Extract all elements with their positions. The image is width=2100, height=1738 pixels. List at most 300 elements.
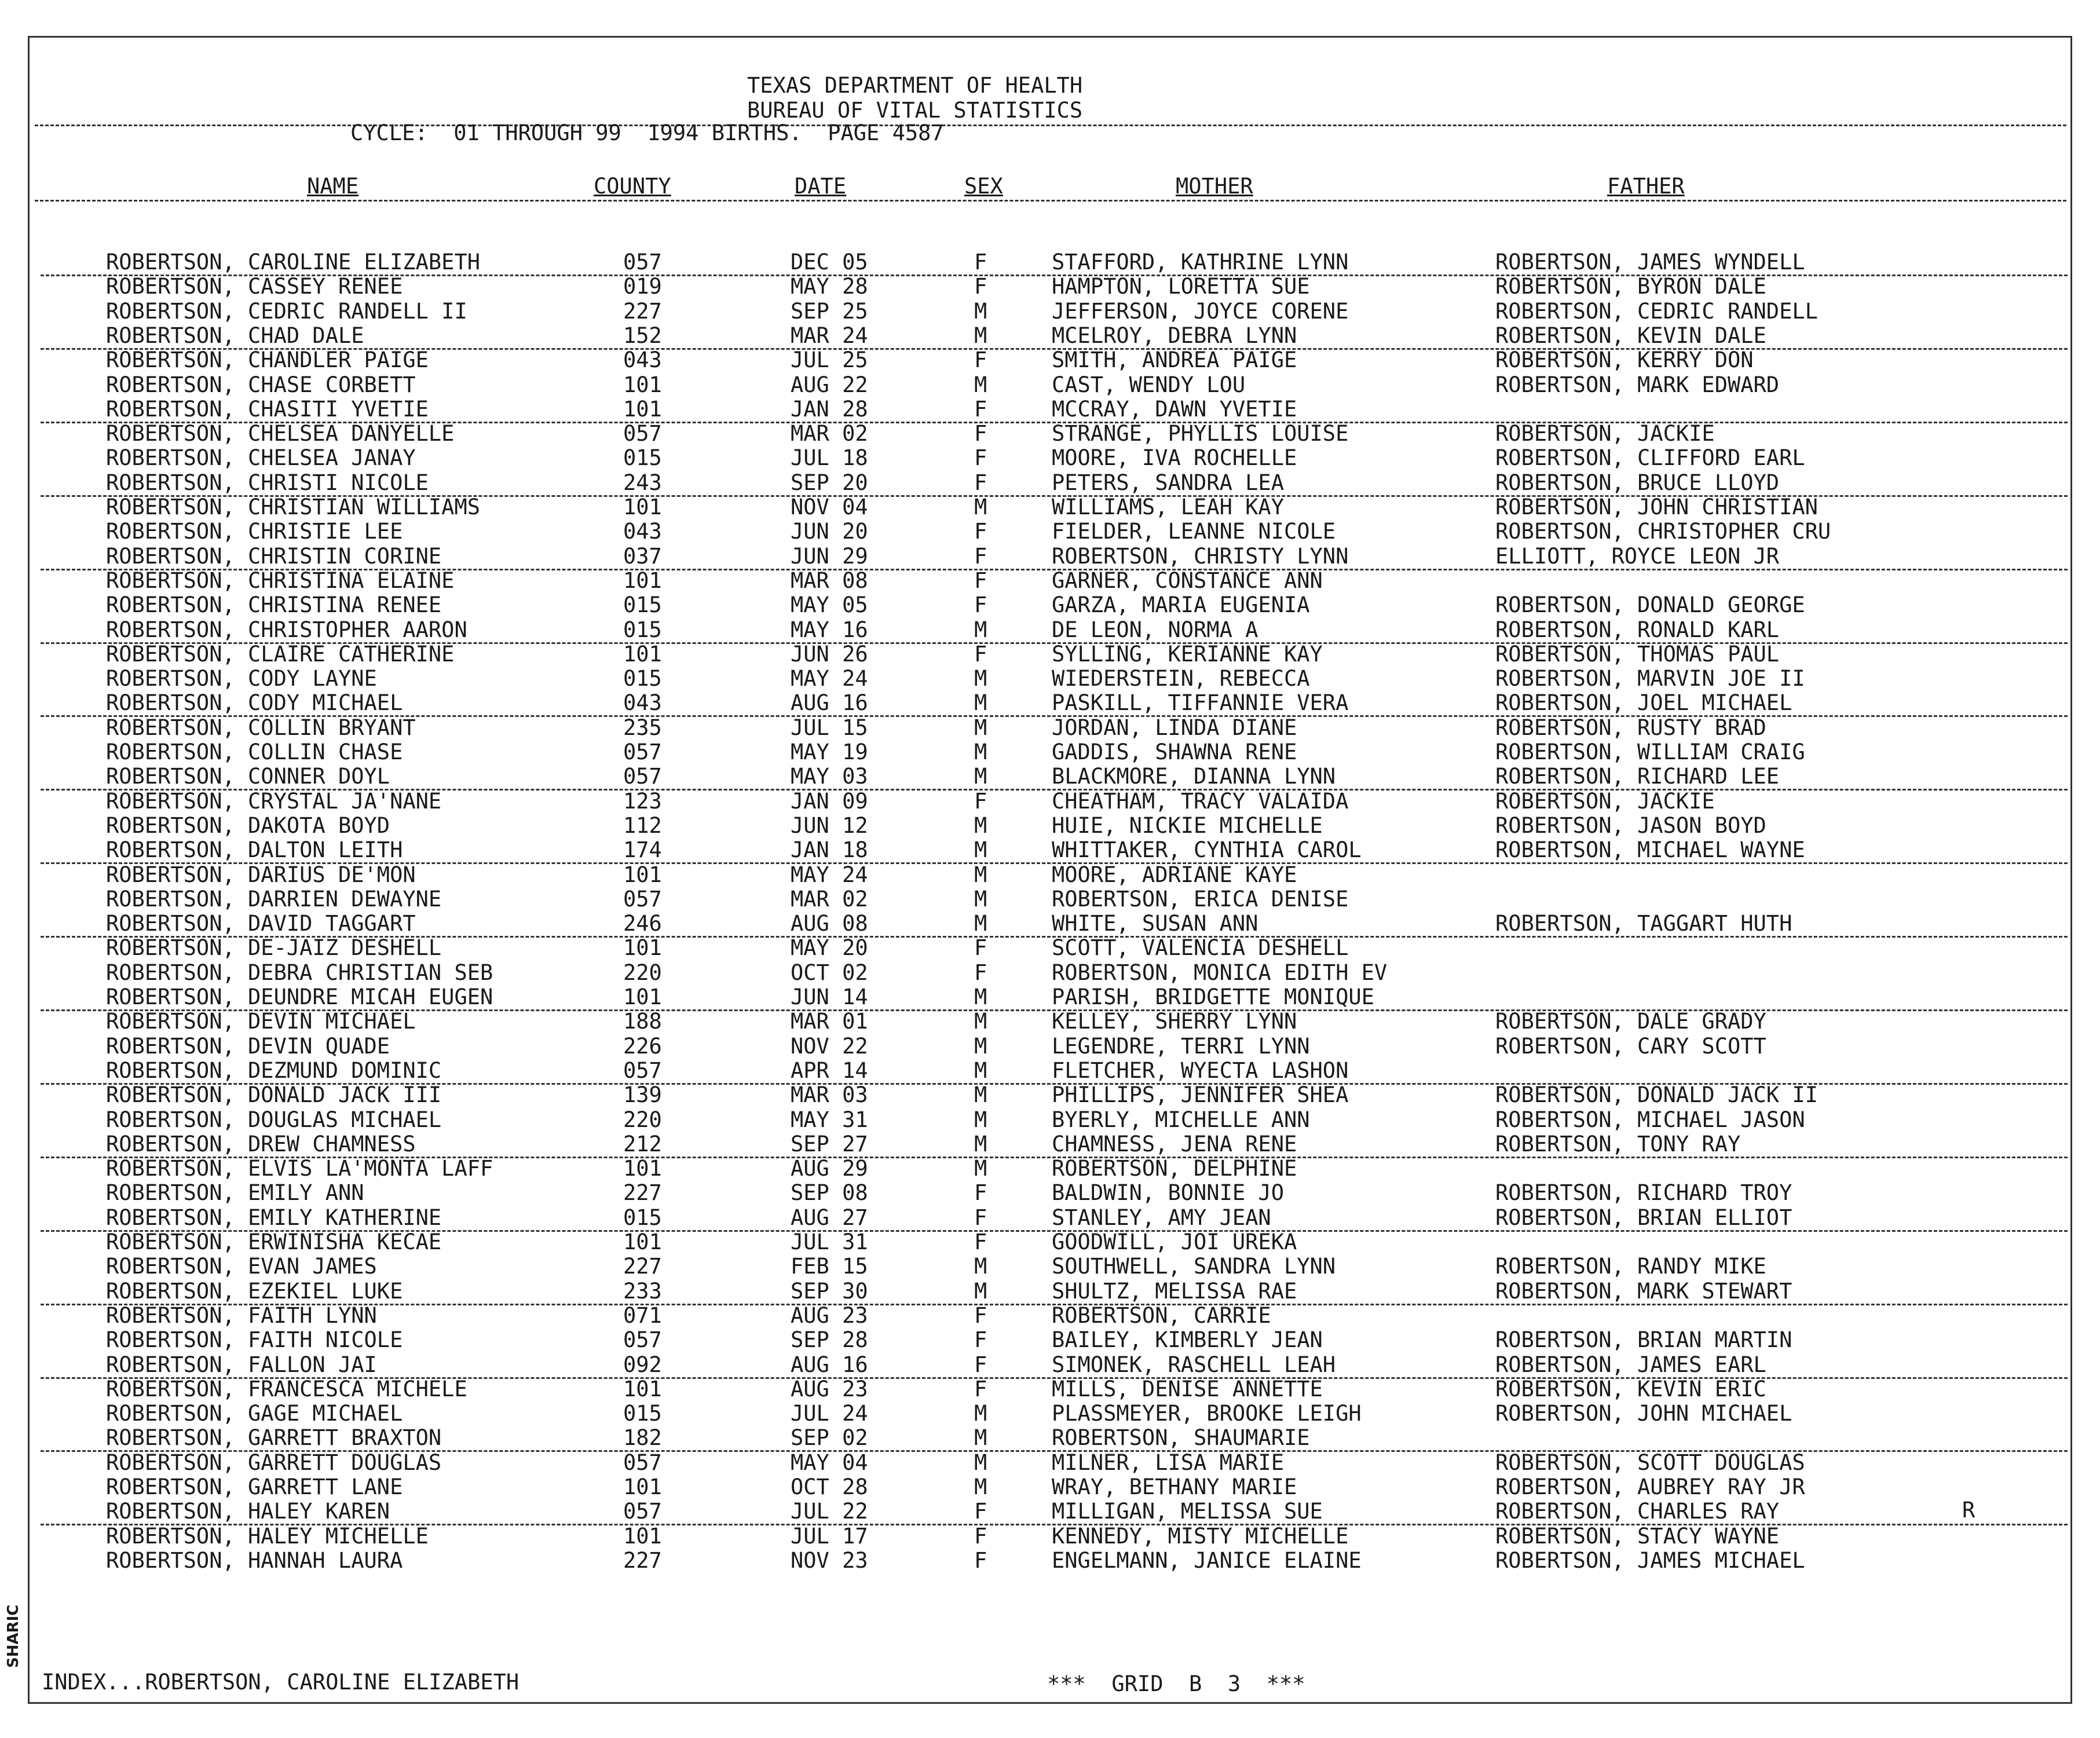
cell-county: 057 xyxy=(623,1499,662,1524)
cell-mother: BAILEY, KIMBERLY JEAN xyxy=(1052,1327,1323,1353)
table-row xyxy=(0,275,2100,299)
cell-county: 246 xyxy=(623,911,662,936)
header-bureau: BUREAU OF VITAL STATISTICS xyxy=(747,98,1083,123)
cell-mother: MOORE, IVA ROCHELLE xyxy=(1052,445,1297,471)
cell-mother: BALDWIN, BONNIE JO xyxy=(1052,1180,1284,1206)
cell-mother: MOORE, ADRIANE KAYE xyxy=(1052,862,1297,887)
cell-sex: M xyxy=(974,837,987,863)
cell-sex: M xyxy=(974,1156,987,1181)
cell-mother: ROBERTSON, CARRIE xyxy=(1052,1302,1271,1328)
cell-county: 188 xyxy=(623,1009,662,1034)
cell-date: SEP 28 xyxy=(791,1327,868,1353)
cell-mother: PETERS, SANDRA LEA xyxy=(1052,470,1284,495)
cell-mother: WHITE, SUSAN ANN xyxy=(1052,911,1258,936)
cell-father: ROBERTSON, THOMAS PAUL xyxy=(1495,641,1780,667)
cell-sex: M xyxy=(974,666,987,691)
cell-sex: M xyxy=(974,1278,987,1304)
cell-father: ROBERTSON, DONALD JACK II xyxy=(1495,1082,1818,1108)
cell-sex: F xyxy=(974,935,987,961)
table-row xyxy=(41,397,2068,423)
cell-sex: M xyxy=(974,740,987,764)
cell-sex: M xyxy=(974,495,987,519)
cell-father: ROBERTSON, RUSTY BRAD xyxy=(1495,715,1766,740)
cell-name: ROBERTSON, HALEY MICHELLE xyxy=(106,1523,429,1549)
table-row xyxy=(0,1524,2100,1549)
cell-sex: F xyxy=(974,1499,987,1524)
table-row xyxy=(0,667,2100,691)
cell-father: ROBERTSON, KEVIN DALE xyxy=(1495,323,1766,348)
cell-sex: M xyxy=(974,1131,987,1157)
cell-date: AUG 08 xyxy=(791,911,868,936)
cell-mother: MILLS, DENISE ANNETTE xyxy=(1052,1376,1323,1402)
table-row xyxy=(0,887,2100,912)
cell-name: ROBERTSON, GARRETT DOUGLAS xyxy=(106,1450,442,1475)
cell-name: ROBERTSON, CHRISTINA ELAINE xyxy=(106,568,455,593)
cell-name: ROBERTSON, CONNER DOYL xyxy=(106,764,390,789)
cell-sex: M xyxy=(974,1254,987,1279)
cell-sex: F xyxy=(974,1352,987,1377)
cell-father: ROBERTSON, MICHAEL WAYNE xyxy=(1495,837,1805,863)
cell-name: ROBERTSON, CHRISTIN CORINE xyxy=(106,543,442,569)
cell-father: ROBERTSON, BRIAN ELLIOT xyxy=(1495,1205,1792,1230)
cell-date: MAR 08 xyxy=(791,568,868,593)
cell-mother: MILNER, LISA MARIE xyxy=(1052,1450,1284,1475)
cell-mother: BLACKMORE, DIANNA LYNN xyxy=(1052,764,1336,789)
cell-name: ROBERTSON, COLLIN BRYANT xyxy=(106,715,416,740)
cell-county: 101 xyxy=(623,495,662,519)
table-row xyxy=(0,1181,2100,1205)
cell-father: ROBERTSON, CARY SCOTT xyxy=(1495,1033,1766,1059)
cell-father: ROBERTSON, JASON BOYD xyxy=(1495,813,1766,838)
cell-father: ROBERTSON, STACY WAYNE xyxy=(1495,1523,1780,1549)
cell-sex: M xyxy=(974,1425,987,1451)
cell-name: ROBERTSON, DEVIN QUADE xyxy=(106,1033,390,1059)
cell-name: ROBERTSON, CRYSTAL JA'NANE xyxy=(106,788,442,814)
cell-county: 112 xyxy=(623,813,662,838)
cell-county: 227 xyxy=(623,1547,662,1573)
cell-date: JAN 18 xyxy=(791,837,868,863)
cell-county: 092 xyxy=(623,1352,662,1377)
cell-county: 152 xyxy=(623,323,662,348)
cell-name: ROBERTSON, DALTON LEITH xyxy=(106,837,403,863)
cell-mother: ROBERTSON, ERICA DENISE xyxy=(1052,886,1349,912)
cell-date: JAN 28 xyxy=(791,396,868,422)
cell-date: NOV 23 xyxy=(791,1547,868,1573)
table-row xyxy=(0,789,2100,814)
col-header-county: COUNTY xyxy=(594,174,671,199)
cell-date: JUL 18 xyxy=(791,445,868,471)
cell-sex: F xyxy=(974,250,987,275)
cell-mother: SCOTT, VALENCIA DESHELL xyxy=(1052,935,1349,961)
cell-date: AUG 22 xyxy=(791,372,868,397)
cell-name: ROBERTSON, CHASITI YVETIE xyxy=(106,396,429,422)
cell-mother: PLASSMEYER, BROOKE LEIGH xyxy=(1052,1401,1362,1426)
cell-mother: MCCRAY, DAWN YVETIE xyxy=(1052,396,1297,422)
table-row xyxy=(41,985,2068,1011)
cell-father: ROBERTSON, JOHN CHRISTIAN xyxy=(1495,495,1818,519)
cell-mother: SHULTZ, MELISSA RAE xyxy=(1052,1278,1297,1304)
table-row xyxy=(41,838,2068,864)
cell-sex: M xyxy=(974,985,987,1009)
cell-county: 019 xyxy=(623,274,662,299)
cell-date: JUL 22 xyxy=(791,1499,868,1524)
cell-county: 220 xyxy=(623,960,662,985)
cell-date: NOV 04 xyxy=(791,495,868,519)
cell-father: ROBERTSON, WILLIAM CRAIG xyxy=(1495,740,1805,764)
cell-date: JUN 26 xyxy=(791,641,868,667)
cell-county: 101 xyxy=(623,1376,662,1402)
cell-father: ROBERTSON, MARK EDWARD xyxy=(1495,372,1780,397)
cell-name: ROBERTSON, GAGE MICHAEL xyxy=(106,1401,403,1426)
cell-name: ROBERTSON, DONALD JACK III xyxy=(106,1082,442,1108)
cell-father: ROBERTSON, JAMES MICHAEL xyxy=(1495,1547,1805,1573)
margin-mark: R xyxy=(1962,1498,1975,1523)
cell-county: 057 xyxy=(623,250,662,275)
cell-date: MAY 24 xyxy=(791,862,868,887)
cell-mother: CHAMNESS, JENA RENE xyxy=(1052,1131,1297,1157)
cell-sex: F xyxy=(974,519,987,544)
cell-sex: M xyxy=(974,1401,987,1426)
cell-county: 057 xyxy=(623,1058,662,1083)
cell-county: 101 xyxy=(623,1523,662,1549)
cell-name: ROBERTSON, CHRISTOPHER AARON xyxy=(106,617,467,642)
cell-sex: M xyxy=(974,372,987,397)
cell-mother: DE LEON, NORMA A xyxy=(1052,617,1258,642)
cell-date: JUL 31 xyxy=(791,1230,868,1254)
cell-date: AUG 16 xyxy=(791,1352,868,1377)
cell-mother: KELLEY, SHERRY LYNN xyxy=(1052,1009,1297,1034)
cell-county: 101 xyxy=(623,396,662,422)
cell-mother: ROBERTSON, MONICA EDITH EV xyxy=(1052,960,1388,985)
cell-name: ROBERTSON, CHAD DALE xyxy=(106,323,364,348)
cell-date: AUG 23 xyxy=(791,1302,868,1328)
cell-name: ROBERTSON, CHASE CORBETT xyxy=(106,372,416,397)
cell-mother: GARNER, CONSTANCE ANN xyxy=(1052,568,1323,593)
cell-name: ROBERTSON, ELVIS LA'MONTA LAFF xyxy=(106,1156,493,1181)
cell-sex: M xyxy=(974,1009,987,1034)
cell-date: MAY 24 xyxy=(791,666,868,691)
cell-county: 227 xyxy=(623,1180,662,1206)
cell-father: ROBERTSON, CLIFFORD EARL xyxy=(1495,445,1805,471)
cell-county: 235 xyxy=(623,715,662,740)
table-row xyxy=(0,373,2100,397)
cell-county: 101 xyxy=(623,1156,662,1181)
table-row xyxy=(0,863,2100,887)
cell-name: ROBERTSON, CAROLINE ELIZABETH xyxy=(106,250,481,275)
cell-name: ROBERTSON, DARIUS DE'MON xyxy=(106,862,416,887)
cell-mother: SOUTHWELL, SANDRA LYNN xyxy=(1052,1254,1336,1279)
cell-county: 043 xyxy=(623,690,662,716)
cell-sex: F xyxy=(974,1205,987,1230)
table-row xyxy=(0,446,2100,470)
table-row xyxy=(0,1157,2100,1181)
cell-sex: F xyxy=(974,1327,987,1353)
cell-county: 043 xyxy=(623,519,662,544)
cell-name: ROBERTSON, DE-JAIZ DESHELL xyxy=(106,935,442,961)
table-row xyxy=(0,1377,2100,1402)
cell-date: JUN 20 xyxy=(791,519,868,544)
table-row xyxy=(0,569,2100,593)
cell-county: 057 xyxy=(623,740,662,764)
cell-county: 182 xyxy=(623,1425,662,1451)
cell-county: 227 xyxy=(623,1254,662,1279)
footer-index: INDEX...ROBERTSON, CAROLINE ELIZABETH xyxy=(42,1670,519,1695)
cell-father: ROBERTSON, BRIAN MARTIN xyxy=(1495,1327,1792,1353)
cell-sex: F xyxy=(974,592,987,618)
cell-sex: F xyxy=(974,1376,987,1402)
cell-father: ROBERTSON, CHARLES RAY xyxy=(1495,1499,1780,1524)
cell-county: 226 xyxy=(623,1033,662,1059)
cell-father: ROBERTSON, KERRY DON xyxy=(1495,347,1754,373)
cell-mother: STAFFORD, KATHRINE LYNN xyxy=(1052,250,1349,275)
cell-name: ROBERTSON, DEBRA CHRISTIAN SEB xyxy=(106,960,493,985)
cell-county: 015 xyxy=(623,445,662,471)
cell-name: ROBERTSON, CHELSEA JANAY xyxy=(106,445,416,471)
cell-name: ROBERTSON, ERWINISHA KECAE xyxy=(106,1230,442,1254)
cell-date: JUN 12 xyxy=(791,813,868,838)
table-row xyxy=(0,495,2100,519)
cell-mother: STRANGE, PHYLLIS LOUISE xyxy=(1052,421,1349,447)
cell-father: ROBERTSON, JOEL MICHAEL xyxy=(1495,690,1792,716)
cell-sex: M xyxy=(974,323,987,348)
cell-name: ROBERTSON, EVAN JAMES xyxy=(106,1254,377,1279)
cell-county: 174 xyxy=(623,837,662,863)
cell-mother: WIEDERSTEIN, REBECCA xyxy=(1052,666,1310,691)
cell-date: MAY 04 xyxy=(791,1450,868,1475)
cell-father: ROBERTSON, RICHARD TROY xyxy=(1495,1180,1792,1206)
table-row xyxy=(41,1059,2068,1085)
cell-county: 123 xyxy=(623,788,662,814)
cell-date: SEP 08 xyxy=(791,1180,868,1206)
cell-mother: CAST, WENDY LOU xyxy=(1052,372,1246,397)
cell-mother: GARZA, MARIA EUGENIA xyxy=(1052,592,1310,618)
cell-sex: M xyxy=(974,1450,987,1475)
table-row xyxy=(41,1353,2068,1379)
cell-name: ROBERTSON, DOUGLAS MICHAEL xyxy=(106,1107,442,1132)
cell-county: 057 xyxy=(623,1327,662,1353)
cell-county: 015 xyxy=(623,666,662,691)
cell-name: ROBERTSON, FRANCESCA MICHELE xyxy=(106,1376,467,1402)
cell-date: SEP 27 xyxy=(791,1131,868,1157)
cell-date: JUL 17 xyxy=(791,1523,868,1549)
cell-mother: GADDIS, SHAWNA RENE xyxy=(1052,740,1297,764)
cell-name: ROBERTSON, GARRETT LANE xyxy=(106,1474,403,1499)
cell-mother: PASKILL, TIFFANNIE VERA xyxy=(1052,690,1349,716)
cell-mother: BYERLY, MICHELLE ANN xyxy=(1052,1107,1310,1132)
cell-father: ROBERTSON, MARK STEWART xyxy=(1495,1278,1792,1304)
cell-sex: M xyxy=(974,1058,987,1083)
table-row xyxy=(0,1034,2100,1059)
table-row xyxy=(0,642,2100,667)
cell-date: JAN 09 xyxy=(791,788,868,814)
table-row xyxy=(0,1009,2100,1034)
cell-father: ROBERTSON, AUBREY RAY JR xyxy=(1495,1474,1805,1499)
cell-county: 233 xyxy=(623,1278,662,1304)
cell-date: NOV 22 xyxy=(791,1033,868,1059)
cell-sex: F xyxy=(974,641,987,667)
cell-county: 015 xyxy=(623,592,662,618)
table-row xyxy=(41,1279,2068,1305)
cell-sex: M xyxy=(974,1474,987,1499)
cell-name: ROBERTSON, CHANDLER PAIGE xyxy=(106,347,429,373)
cell-date: MAY 31 xyxy=(791,1107,868,1132)
cell-mother: HUIE, NICKIE MICHELLE xyxy=(1052,813,1323,838)
cell-date: DEC 05 xyxy=(791,250,868,275)
cell-county: 057 xyxy=(623,1450,662,1475)
cell-date: MAY 05 xyxy=(791,592,868,618)
cell-date: MAR 02 xyxy=(791,886,868,912)
cell-mother: KENNEDY, MISTY MICHELLE xyxy=(1052,1523,1349,1549)
cell-name: ROBERTSON, CODY LAYNE xyxy=(106,666,377,691)
cell-date: MAR 02 xyxy=(791,421,868,447)
cell-date: AUG 27 xyxy=(791,1205,868,1230)
footer-grid: *** GRID B 3 *** xyxy=(1047,1671,1305,1696)
table-row xyxy=(0,1451,2100,1475)
cell-date: AUG 23 xyxy=(791,1376,868,1402)
cell-date: FEB 15 xyxy=(791,1254,868,1279)
cell-mother: SIMONEK, RASCHELL LEAH xyxy=(1052,1352,1336,1377)
cell-county: 057 xyxy=(623,886,662,912)
cell-county: 212 xyxy=(623,1131,662,1157)
cell-name: ROBERTSON, DARRIEN DEWAYNE xyxy=(106,886,442,912)
cell-county: 101 xyxy=(623,985,662,1009)
table-row xyxy=(0,1402,2100,1426)
cell-date: JUL 24 xyxy=(791,1401,868,1426)
cell-mother: WHITTAKER, CYNTHIA CAROL xyxy=(1052,837,1362,863)
cell-date: MAY 03 xyxy=(791,764,868,789)
cell-name: ROBERTSON, GARRETT BRAXTON xyxy=(106,1425,442,1451)
cell-father: ROBERTSON, JAMES WYNDELL xyxy=(1495,250,1805,275)
cell-county: 015 xyxy=(623,1401,662,1426)
cell-father: ROBERTSON, JACKIE xyxy=(1495,421,1715,447)
cell-sex: F xyxy=(974,1302,987,1328)
cell-sex: M xyxy=(974,886,987,912)
cell-date: MAY 28 xyxy=(791,274,868,299)
cell-name: ROBERTSON, HANNAH LAURA xyxy=(106,1547,403,1573)
cell-sex: M xyxy=(974,690,987,716)
cell-name: ROBERTSON, FAITH NICOLE xyxy=(106,1327,403,1353)
cell-mother: ROBERTSON, DELPHINE xyxy=(1052,1156,1297,1181)
table-row xyxy=(0,593,2100,617)
cell-mother: JEFFERSON, JOYCE CORENE xyxy=(1052,298,1349,324)
cell-sex: M xyxy=(974,298,987,324)
cell-county: 037 xyxy=(623,543,662,569)
header-cycle: CYCLE: 01 THROUGH 99 1994 BIRTHS. PAGE 4587 xyxy=(350,120,944,145)
cell-county: 057 xyxy=(623,764,662,789)
cell-mother: FIELDER, LEANNE NICOLE xyxy=(1052,519,1336,544)
cell-sex: M xyxy=(974,911,987,936)
table-row xyxy=(41,1132,2068,1158)
table-row xyxy=(0,519,2100,544)
cell-father: ROBERTSON, CEDRIC RANDELL xyxy=(1495,298,1818,324)
cell-mother: JORDAN, LINDA DIANE xyxy=(1052,715,1297,740)
cell-date: MAR 01 xyxy=(791,1009,868,1034)
cell-name: ROBERTSON, CHRISTIAN WILLIAMS xyxy=(106,495,481,519)
cell-father: ROBERTSON, SCOTT DOUGLAS xyxy=(1495,1450,1805,1475)
cell-mother: CHEATHAM, TRACY VALAIDA xyxy=(1052,788,1349,814)
table-row xyxy=(41,764,2068,791)
table-row xyxy=(41,324,2068,350)
cell-sex: F xyxy=(974,421,987,447)
table-row xyxy=(0,1083,2100,1107)
cell-county: 139 xyxy=(623,1082,662,1108)
cell-name: ROBERTSON, CODY MICHAEL xyxy=(106,690,403,716)
cell-father: ROBERTSON, BRUCE LLOYD xyxy=(1495,470,1780,495)
side-label: SHARIC xyxy=(5,1604,22,1668)
cell-father: ROBERTSON, DALE GRADY xyxy=(1495,1009,1766,1034)
cell-date: SEP 02 xyxy=(791,1425,868,1451)
cell-mother: GOODWILL, JOI UREKA xyxy=(1052,1230,1297,1254)
cell-county: 101 xyxy=(623,372,662,397)
table-row xyxy=(41,1426,2068,1452)
cell-date: OCT 28 xyxy=(791,1474,868,1499)
cell-father: ROBERTSON, RANDY MIKE xyxy=(1495,1254,1766,1279)
cell-sex: F xyxy=(974,1523,987,1549)
cell-county: 220 xyxy=(623,1107,662,1132)
cell-mother: STANLEY, AMY JEAN xyxy=(1052,1205,1271,1230)
cell-name: ROBERTSON, CHRISTIE LEE xyxy=(106,519,403,544)
cell-sex: F xyxy=(974,568,987,593)
cell-father: ROBERTSON, KEVIN ERIC xyxy=(1495,1376,1766,1402)
cell-mother: SYLLING, KERIANNE KAY xyxy=(1052,641,1323,667)
cell-sex: M xyxy=(974,813,987,838)
cell-county: 227 xyxy=(623,298,662,324)
cell-sex: F xyxy=(974,788,987,814)
cell-name: ROBERTSON, CEDRIC RANDELL II xyxy=(106,298,467,324)
cell-county: 043 xyxy=(623,347,662,373)
table-row xyxy=(0,1549,2100,1573)
cell-name: ROBERTSON, EMILY ANN xyxy=(106,1180,364,1206)
table-row xyxy=(0,936,2100,960)
cell-sex: F xyxy=(974,396,987,422)
col-header-father: FATHER xyxy=(1607,174,1685,199)
cell-sex: M xyxy=(974,764,987,789)
cell-name: ROBERTSON, CHRISTINA RENEE xyxy=(106,592,442,618)
cell-county: 101 xyxy=(623,1474,662,1499)
table-row xyxy=(0,814,2100,838)
cell-mother: SMITH, ANDREA PAIGE xyxy=(1052,347,1297,373)
table-row xyxy=(0,740,2100,764)
cell-date: APR 14 xyxy=(791,1058,868,1083)
cell-name: ROBERTSON, FAITH LYNN xyxy=(106,1302,377,1328)
cell-sex: F xyxy=(974,543,987,569)
cell-name: ROBERTSON, CHRISTI NICOLE xyxy=(106,470,429,495)
cell-father: ROBERTSON, DONALD GEORGE xyxy=(1495,592,1805,618)
cell-county: 243 xyxy=(623,470,662,495)
cell-date: OCT 02 xyxy=(791,960,868,985)
cell-name: ROBERTSON, EZEKIEL LUKE xyxy=(106,1278,403,1304)
table-row xyxy=(0,299,2100,324)
cell-father: ROBERTSON, RONALD KARL xyxy=(1495,617,1780,642)
cell-county: 057 xyxy=(623,421,662,447)
cell-sex: F xyxy=(974,1180,987,1206)
cell-sex: F xyxy=(974,347,987,373)
cell-mother: ENGELMANN, JANICE ELAINE xyxy=(1052,1547,1362,1573)
col-header-mother: MOTHER xyxy=(1176,174,1253,199)
cell-mother: MCELROY, DEBRA LYNN xyxy=(1052,323,1297,348)
cell-father: ROBERTSON, JAMES EARL xyxy=(1495,1352,1766,1377)
table-row xyxy=(41,250,2068,276)
cell-name: ROBERTSON, CLAIRE CATHERINE xyxy=(106,641,455,667)
cell-date: MAR 24 xyxy=(791,323,868,348)
cell-name: ROBERTSON, DREW CHAMNESS xyxy=(106,1131,416,1157)
cell-name: ROBERTSON, CASSEY RENEE xyxy=(106,274,403,299)
cell-county: 101 xyxy=(623,1230,662,1254)
cell-name: ROBERTSON, HALEY KAREN xyxy=(106,1499,390,1524)
cell-mother: ROBERTSON, CHRISTY LYNN xyxy=(1052,543,1349,569)
cell-name: ROBERTSON, CHELSEA DANYELLE xyxy=(106,421,455,447)
cell-father: ROBERTSON, CHRISTOPHER CRU xyxy=(1495,519,1831,544)
